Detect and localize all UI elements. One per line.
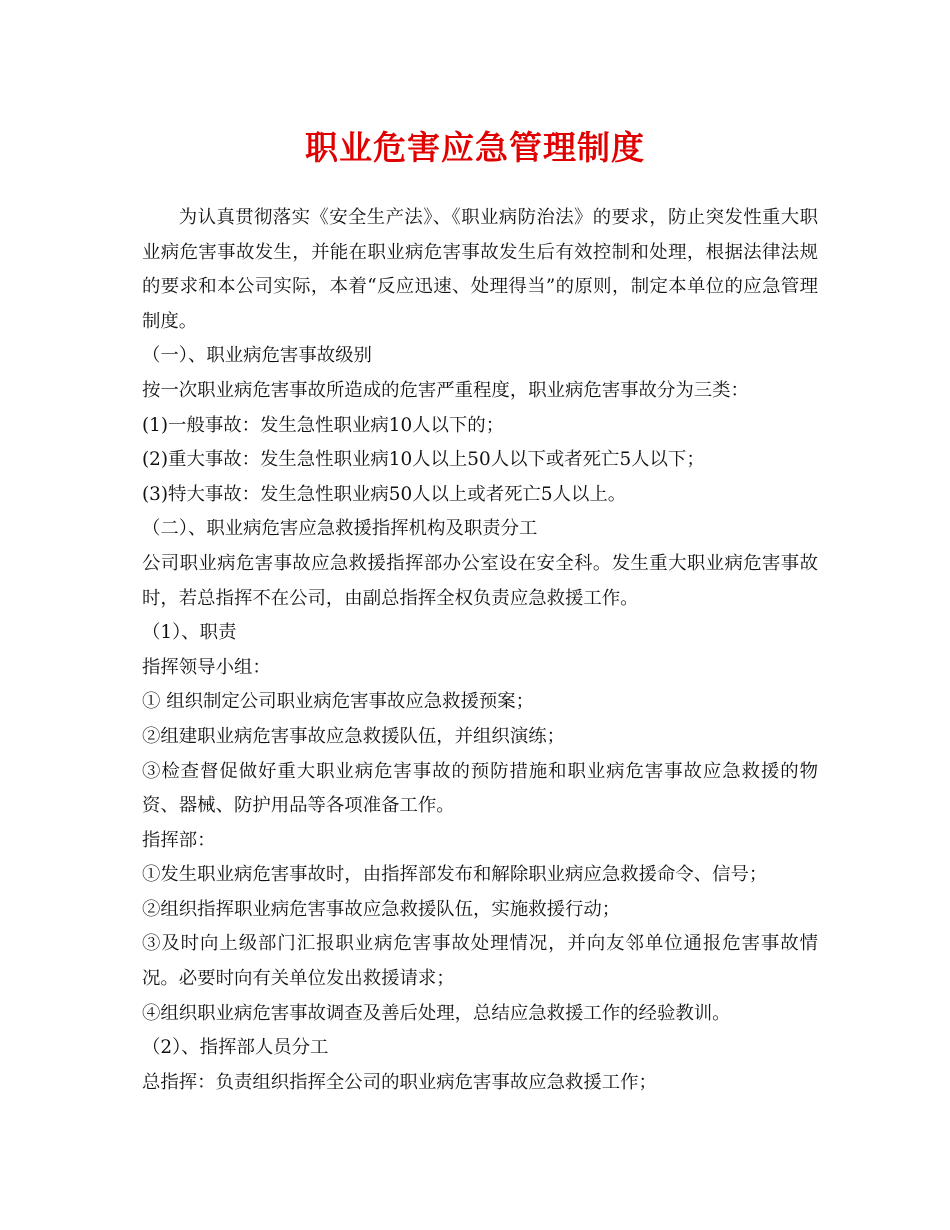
list-item: ③及时向上级部门汇报职业病危害事故处理情况，并向友邻单位通报危害事故情况。必要时向有关单位发出救援请求； (142, 933, 818, 990)
paragraph: 按一次职业病危害事故所造成的危害严重程度，职业病危害事故分为三类： (142, 379, 749, 401)
paragraph: 总指挥：负责组织指挥全公司的职业病危害事故应急救援工作； (142, 1071, 657, 1093)
list-item: (2)重大事故：发生急性职业病10人以上50人以下或者死亡5人以下； (142, 449, 705, 471)
document-title: 职业危害应急管理制度 (305, 128, 645, 167)
subsection-heading-1: （1）、职责 (142, 622, 237, 644)
list-item: ②组织指挥职业病危害事故应急救援队伍，实施救援行动； (142, 898, 621, 920)
document-body (142, 201, 818, 1100)
intro-paragraph: 为认真贯彻落实《安全生产法》、《职业病防治法》的要求，防止突发性重大职业病危害事故发生，并能在职业病危害事故发生后有效控制和处理，根据法律法规的要求和本公司实际，本着“反应迅速、处理得当”的原则，制定本单位的应急管理制度。 (142, 207, 818, 332)
group-label: 指挥领导小组： (142, 656, 271, 678)
paragraph: 公司职业病危害事故应急救援指挥部办公室设在安全科。发生重大职业病危害事故时，若总指挥不在公司，由副总指挥全权负责应急救援工作。 (142, 552, 818, 609)
subsection-heading-2: （2）、指挥部人员分工 (142, 1037, 329, 1059)
list-item: ① 组织制定公司职业病危害事故应急救援预案； (142, 691, 535, 713)
section-heading-2: （二）、职业病危害应急救援指挥机构及职责分工 (142, 518, 538, 540)
list-item: ①发生职业病危害事故时，由指挥部发布和解除职业病应急救援命令、信号； (142, 864, 768, 886)
list-item: ③检查督促做好重大职业病危害事故的预防措施和职业病危害事故应急救援的物资、器械、防护用品等各项准备工作。 (142, 760, 818, 817)
list-item: (3)特大事故：发生急性职业病50人以上或者死亡5人以上。 (142, 483, 627, 505)
list-item: (1)一般事故：发生急性职业病10人以下的； (142, 414, 505, 436)
list-item: ②组建职业病危害事故应急救援队伍，并组织演练； (142, 725, 565, 747)
section-heading-1: （一）、职业病危害事故级别 (142, 345, 372, 367)
list-item: ④组织职业病危害事故调查及善后处理，总结应急救援工作的经验教训。 (142, 1002, 731, 1024)
group-label: 指挥部： (142, 829, 216, 851)
